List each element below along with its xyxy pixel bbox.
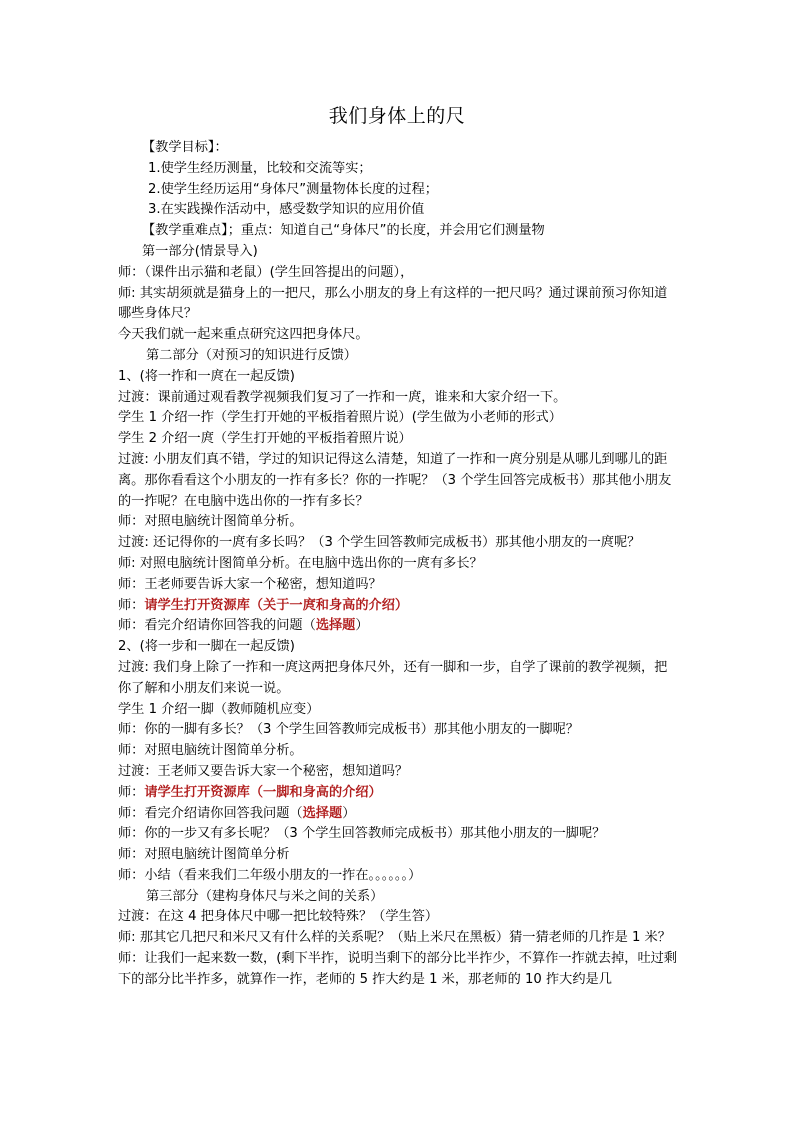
paragraph-highlight	[118, 616, 678, 637]
paragraph: 过渡: 我们身上除了一拃和一庹这两把身体尺外，还有一脚和一步，自学了课前的教学视频，把你了解和小朋友们来说一说。	[118, 659, 668, 696]
key-points-line	[118, 221, 678, 242]
key-points-heading: 【教学重难点】	[142, 223, 228, 239]
key-points-text: ；重点：知道自己“身体尺”的长度，并会用它们测量物	[227, 223, 545, 239]
paragraph: 学生 2 介绍一庹（学生打开她的平板指着照片说）	[118, 431, 412, 447]
goals-heading: 【教学目标】：	[142, 140, 228, 155]
section-part-3: 第三部分（建构身体尺与米之间的关系）	[146, 888, 384, 904]
paragraph-highlight	[118, 804, 678, 825]
paragraph: 过渡：在这 4 把身体尺中哪一把比较特殊？（学生答）	[118, 909, 439, 925]
goal-item-1: 1.使学生经历测量，比较和交流等实；	[148, 160, 372, 176]
paragraph-highlight	[118, 783, 678, 804]
paragraph: 过渡: 小朋友们真不错，学过的知识记得这么清楚，知道了一拃和一庹分别是从哪儿到哪儿的距离。那你看看这个小朋友的一拃有多长？你的一拃呢？（3 个学生回答完成板书）那其他小朋友的一拃呢？在电脑中选出你的一拃有多长？	[118, 451, 672, 509]
paragraph: 师：你的一脚有多长？（3 个学生回答教师完成板书）那其他小朋友的一脚呢？	[118, 722, 579, 738]
paragraph: 师：让我们一起来数一数，(剩下半拃，说明当剩下的部分比半拃少，不算作一拃就去掉，吐过剩下的部分比半拃多，就算作一拃，老师的 5 拃大约是 1 米，那老师的 10 拃大约是几	[118, 951, 678, 987]
page-title: 我们身体上的尺	[328, 105, 466, 127]
paragraph: 师：（课件出示猫和老鼠）(学生回答提出的问题），	[118, 264, 414, 280]
speaker-label: 师：	[118, 597, 145, 613]
paragraph: 过渡: 还记得你的一庹有多长吗？（3 个学生回答教师完成板书）那其他小朋友的一庹呢？	[118, 535, 641, 551]
subsection-1: 1、(将一拃和一庹在一起反馈)	[118, 368, 295, 384]
paragraph-suffix: ）	[342, 805, 356, 821]
section-part-2: 第二部分（对预习的知识进行反馈）	[146, 347, 357, 363]
goal-item-3: 3.在实践操作活动中，感受数学知识的应用价值	[148, 202, 425, 218]
highlight-text: 请学生打开资源库（关于一庹和身高的介绍）	[144, 597, 409, 613]
paragraph-suffix: ）	[355, 618, 369, 634]
paragraph: 学生 1 介绍一拃（学生打开她的平板指着照片说）(学生做为小老师的形式）	[118, 410, 562, 426]
paragraph: 师: 那其它几把尺和米尺又有什么样的关系呢？（贴上米尺在黑板）猜一猜老师的几拃是 1 米？	[118, 930, 671, 946]
paragraph: 师：对照电脑统计图简单分析。	[118, 743, 303, 759]
subsection-2: 2、(将一步和一脚在一起反馈)	[118, 639, 295, 655]
paragraph: 师: 对照电脑统计图简单分析。在电脑中选出你的一庹有多长？	[118, 555, 483, 571]
section-part-1: 第一部分(情景导入)	[142, 243, 258, 259]
paragraph: 师：对照电脑统计图简单分析。	[118, 514, 303, 530]
paragraph-prefix: 师：看完介绍请你回答我问题（	[118, 805, 303, 821]
goal-item-2: 2.使学生经历运用“身体尺”测量物体长度的过程；	[148, 181, 438, 197]
paragraph: 今天我们就一起来重点研究这四把身体尺。	[118, 327, 369, 343]
paragraph: 学生 1 介绍一脚（教师随机应变）	[118, 701, 320, 717]
paragraph: 师：你的一步又有多长呢？（3 个学生回答教师完成板书）那其他小朋友的一脚呢？	[118, 826, 606, 842]
document-body	[118, 138, 678, 991]
speaker-label: 师：	[118, 784, 145, 800]
highlight-text: 请学生打开资源库（一脚和身高的介绍）	[144, 784, 382, 800]
paragraph: 师：小结（看来我们二年级小朋友的一拃在。。。。。。）	[118, 867, 422, 883]
paragraph: 过渡：课前通过观看教学视频我们复习了一拃和一庹，谁来和大家介绍一下。	[118, 389, 567, 405]
paragraph: 师: 其实胡须就是猫身上的一把尺，那么小朋友的身上有这样的一把尺吗？通过课前预习你知道哪些身体尺？	[118, 285, 668, 322]
paragraph-prefix: 师：看完介绍请你回答我的问题（	[118, 618, 316, 634]
paragraph: 师：王老师要告诉大家一个秘密，想知道吗？	[118, 576, 382, 592]
highlight-text: 选择题	[315, 618, 356, 634]
paragraph: 过渡：王老师又要告诉大家一个秘密，想知道吗？	[118, 763, 409, 779]
highlight-text: 选择题	[302, 805, 343, 821]
paragraph-highlight	[118, 596, 678, 617]
paragraph: 师：对照电脑统计图简单分析	[118, 847, 290, 863]
